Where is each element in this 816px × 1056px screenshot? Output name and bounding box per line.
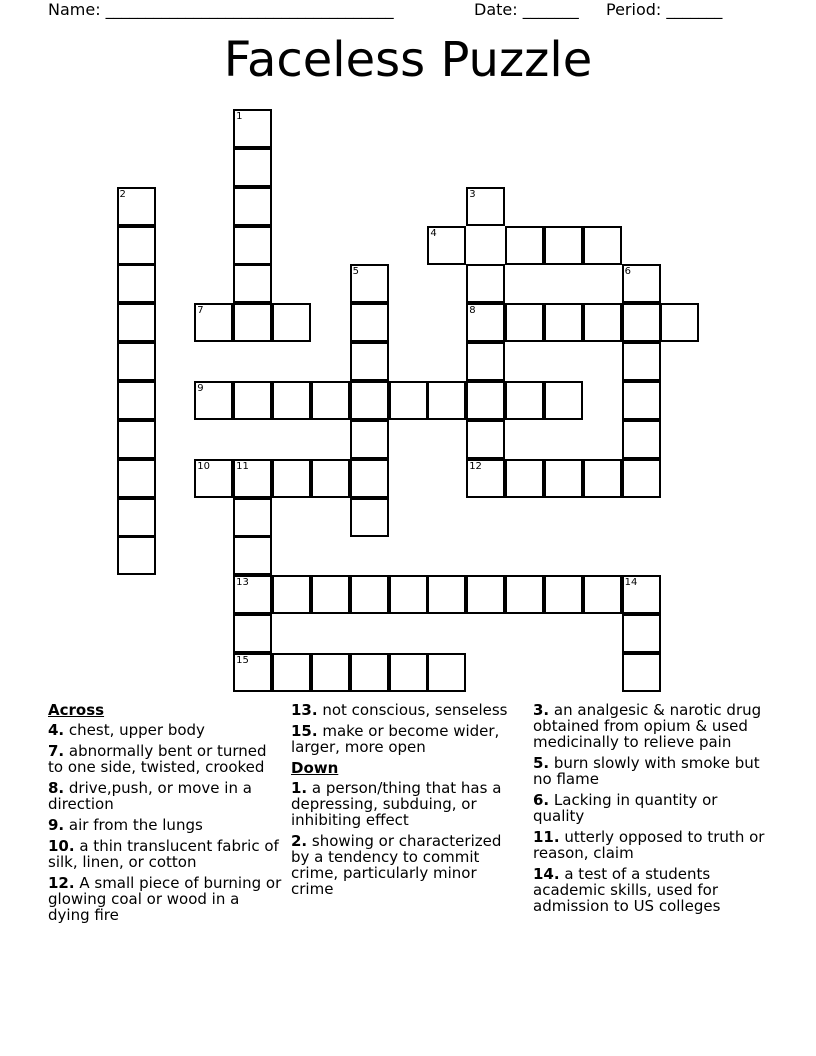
- clue-number: 15: [236, 654, 249, 666]
- clue-number: 9: [197, 382, 204, 394]
- grid-cell[interactable]: [544, 459, 583, 498]
- grid-cell[interactable]: [350, 303, 389, 342]
- grid-cell[interactable]: [311, 575, 350, 614]
- grid-cell[interactable]: [505, 226, 544, 265]
- down-clue: 3. an analgesic & narotic drug obtained from opium & used medicinally to relieve pain: [533, 701, 762, 751]
- grid-cell[interactable]: [660, 303, 699, 342]
- grid-cell[interactable]: [350, 653, 389, 692]
- grid-cell[interactable]: [233, 148, 272, 187]
- grid-cell[interactable]: [272, 575, 311, 614]
- grid-cell[interactable]: [272, 459, 311, 498]
- grid-cell[interactable]: [622, 303, 661, 342]
- grid-cell[interactable]: [427, 226, 466, 265]
- grid-cell[interactable]: [117, 459, 156, 498]
- clue-number: 5: [352, 266, 360, 278]
- grid-cell[interactable]: [194, 381, 233, 420]
- grid-cell[interactable]: [466, 303, 505, 342]
- grid-cell[interactable]: [583, 226, 622, 265]
- grid-cell[interactable]: [233, 381, 272, 420]
- grid-cell[interactable]: [233, 536, 272, 575]
- down-clue: 1. a person/thing that has a depressing, subduing, or inhibiting effect: [291, 779, 502, 829]
- grid-cell[interactable]: [272, 303, 311, 342]
- clue-number: 14: [624, 577, 638, 589]
- name-field[interactable]: Name: ____________________________________: [48, 0, 394, 19]
- grid-cell[interactable]: [350, 498, 389, 537]
- down-clue: 11. utterly opposed to truth or reason, claim: [533, 828, 765, 862]
- grid-cell[interactable]: [622, 420, 661, 459]
- clue-number: 11: [236, 460, 249, 472]
- grid-cell[interactable]: [622, 614, 661, 653]
- down-clues-column-3: [533, 702, 773, 919]
- grid-cell[interactable]: [505, 303, 544, 342]
- down-clue: 6. Lacking in quantity or quality: [533, 791, 718, 825]
- grid-cell[interactable]: [117, 498, 156, 537]
- grid-cell[interactable]: [427, 575, 466, 614]
- clue-number: 13: [236, 577, 249, 589]
- grid-cell[interactable]: [622, 653, 661, 692]
- across-clue: 15. make or become wider, larger, more open: [291, 722, 500, 756]
- across-clue: 7. abnormally bent or turned to one side, twisted, crooked: [48, 742, 267, 776]
- clue-number: 2: [119, 188, 126, 200]
- puzzle-title: Faceless Puzzle: [223, 32, 593, 88]
- grid-cell[interactable]: [350, 575, 389, 614]
- across-clues-column-1: [48, 702, 284, 928]
- grid-cell[interactable]: [427, 381, 466, 420]
- grid-cell[interactable]: [544, 226, 583, 265]
- clue-number: 7: [197, 305, 204, 317]
- date-field[interactable]: Date: _______: [474, 0, 579, 19]
- clue-number: 8: [469, 305, 476, 317]
- grid-cell[interactable]: [233, 109, 272, 148]
- grid-cell[interactable]: [583, 459, 622, 498]
- grid-cell[interactable]: [117, 226, 156, 265]
- grid-cell[interactable]: [583, 303, 622, 342]
- grid-cell[interactable]: [233, 459, 272, 498]
- period-field[interactable]: Period: _______: [606, 0, 723, 19]
- grid-cell[interactable]: [117, 342, 156, 381]
- grid-cell[interactable]: [350, 264, 389, 303]
- grid-cell[interactable]: [505, 459, 544, 498]
- clue-number: 10: [197, 460, 210, 472]
- grid-cell[interactable]: [350, 420, 389, 459]
- grid-cell[interactable]: [466, 420, 505, 459]
- clue-number: 1: [236, 111, 243, 122]
- down-clue: 2. showing or characterized by a tendency to commit crime, particularly minor crime: [291, 832, 502, 898]
- grid-cell[interactable]: [466, 459, 505, 498]
- grid-cell[interactable]: [194, 459, 233, 498]
- grid-cell[interactable]: [117, 381, 156, 420]
- clue-number: 6: [624, 266, 631, 278]
- grid-cell[interactable]: [622, 342, 661, 381]
- grid-cell[interactable]: [544, 381, 583, 420]
- down-heading: Down: [291, 759, 339, 777]
- grid-cell[interactable]: [427, 653, 466, 692]
- grid-cell[interactable]: [272, 653, 311, 692]
- grid-cell[interactable]: [194, 303, 233, 342]
- clue-number: 3: [469, 188, 476, 200]
- grid-cell[interactable]: [233, 498, 272, 537]
- grid-cell[interactable]: [622, 264, 661, 303]
- grid-cell[interactable]: [233, 303, 272, 342]
- across-clue: 10. a thin translucent fabric of silk, linen, or cotton: [48, 837, 279, 871]
- across-clue: 12. A small piece of burning or glowing coal or wood in a dying fire: [48, 874, 282, 924]
- grid-cell[interactable]: [505, 575, 544, 614]
- grid-cell[interactable]: [350, 342, 389, 381]
- grid-cell[interactable]: [583, 575, 622, 614]
- down-clue: 5. burn slowly with smoke but no flame: [533, 754, 760, 788]
- grid-cell[interactable]: [311, 459, 350, 498]
- down-clue: 14. a test of a students academic skills, used for admission to US colleges: [533, 865, 721, 915]
- grid-cell[interactable]: [505, 381, 544, 420]
- grid-cell[interactable]: [622, 459, 661, 498]
- grid-cell[interactable]: [311, 653, 350, 692]
- grid-cell[interactable]: [233, 187, 272, 226]
- grid-cell[interactable]: [389, 381, 428, 420]
- grid-cell[interactable]: [117, 420, 156, 459]
- grid-cell[interactable]: [233, 575, 272, 614]
- across-clue: 9. air from the lungs: [48, 816, 203, 834]
- grid-cell[interactable]: [311, 381, 350, 420]
- grid-cell[interactable]: [622, 381, 661, 420]
- grid-cell[interactable]: [466, 381, 505, 420]
- grid-cell[interactable]: [544, 303, 583, 342]
- grid-cell[interactable]: [117, 303, 156, 342]
- grid-cell[interactable]: [350, 459, 389, 498]
- grid-cell[interactable]: [233, 264, 272, 303]
- grid-cell[interactable]: [117, 264, 156, 303]
- across-heading: Across: [48, 701, 105, 719]
- grid-cell[interactable]: [466, 264, 505, 303]
- grid-cell[interactable]: [622, 575, 661, 614]
- grid-cell[interactable]: [350, 381, 389, 420]
- grid-cell[interactable]: [466, 575, 505, 614]
- across-clue: 13. not conscious, senseless: [291, 701, 508, 719]
- grid-cell[interactable]: [389, 653, 428, 692]
- clue-number: 4: [430, 227, 437, 239]
- grid-cell[interactable]: [466, 342, 505, 381]
- grid-cell[interactable]: [233, 614, 272, 653]
- grid-cell[interactable]: [466, 187, 505, 226]
- grid-cell[interactable]: [117, 187, 156, 226]
- grid-cell[interactable]: [272, 381, 311, 420]
- grid-cell[interactable]: [117, 536, 156, 575]
- clue-number: 12: [469, 460, 482, 472]
- grid-cell[interactable]: [233, 653, 272, 692]
- grid-cell[interactable]: [233, 226, 272, 265]
- across-clue: 4. chest, upper body: [48, 721, 205, 739]
- clues-column-2: [291, 702, 523, 902]
- grid-cell[interactable]: [544, 575, 583, 614]
- across-clue: 8. drive,push, or move in a direction: [48, 779, 252, 813]
- grid-cell[interactable]: [389, 575, 428, 614]
